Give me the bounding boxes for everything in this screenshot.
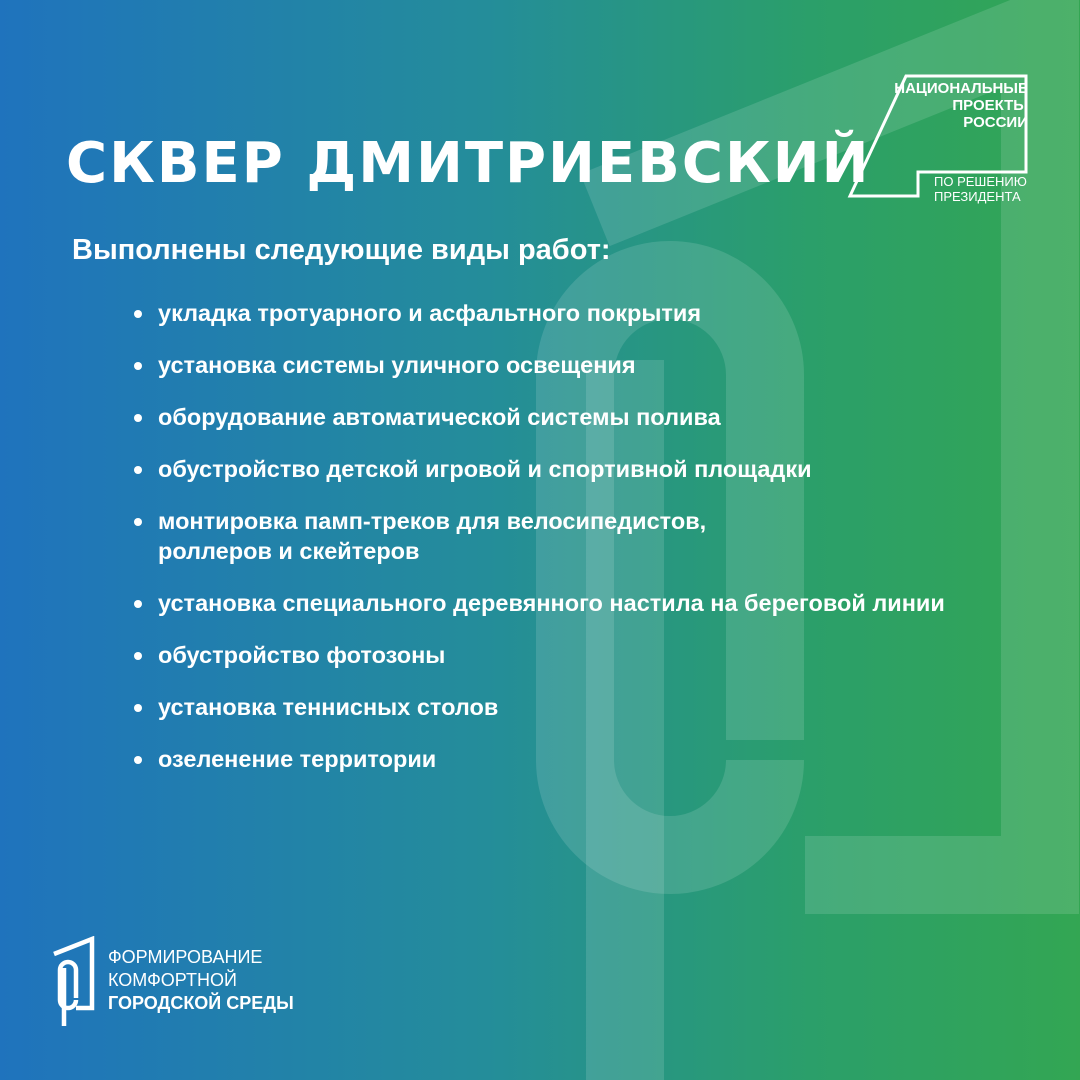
tagline-text: ПО РЕШЕНИЮ ПРЕЗИДЕНТА [934,174,1027,204]
bullet-icon [134,414,142,422]
list-item [130,454,1060,484]
page-title: СКВЕР ДМИТРИЕВСКИЙ [66,131,871,196]
logo-line: КОМФОРТНОЙ [108,970,237,990]
logo-line: ФОРМИРОВАНИЕ [108,947,263,967]
list-item-text: оборудование автоматической системы полива [158,404,721,430]
list-item [130,402,1060,432]
bullet-icon [134,362,142,370]
list-item [130,640,1060,670]
bullet-icon [134,600,142,608]
national-projects-name-line: РОССИИ [963,114,1028,131]
national-projects-name-line: ПРОЕКТЫ [952,97,1028,114]
list-item-text: укладка тротуарного и асфальтного покрытия [158,300,702,326]
comfort-urban-environment-icon [46,936,102,1032]
national-projects-tagline [934,174,1027,204]
list-item-text: озеленение территории [158,746,437,772]
comfort-urban-environment-logo [46,936,326,1032]
list-item-text: установка теннисных столов [158,694,499,720]
list-item [130,744,1060,774]
list-item [130,692,1060,722]
bullet-icon [134,518,142,526]
bullet-icon [134,704,142,712]
logo-line: ГОРОДСКОЙ СРЕДЫ [108,993,294,1013]
national-projects-name [888,80,1028,131]
list-item-text: установка системы уличного освещения [158,352,636,378]
list-item [130,350,1060,380]
list-item [130,298,1060,328]
comfort-urban-environment-text [108,946,294,1015]
bullet-icon [134,466,142,474]
list-item [130,588,1060,618]
works-heading: Выполнены следующие виды работ: [72,234,611,266]
list-item-text: обустройство детской игровой и спортивной площадки [158,456,812,482]
national-projects-logo [846,74,1036,204]
list-item [130,506,1060,566]
bullet-icon [134,310,142,318]
bullet-icon [134,756,142,764]
works-list [130,298,1060,796]
bullet-icon [134,652,142,660]
national-projects-name-line: НАЦИОНАЛЬНЫЕ [894,80,1028,97]
list-item-text: обустройство фотозоны [158,642,446,668]
list-item-text: установка специального деревянного настила на береговой линии [158,590,945,616]
list-item-text: монтировка памп-треков для велосипедистов, роллеров и скейтеров [158,508,707,564]
